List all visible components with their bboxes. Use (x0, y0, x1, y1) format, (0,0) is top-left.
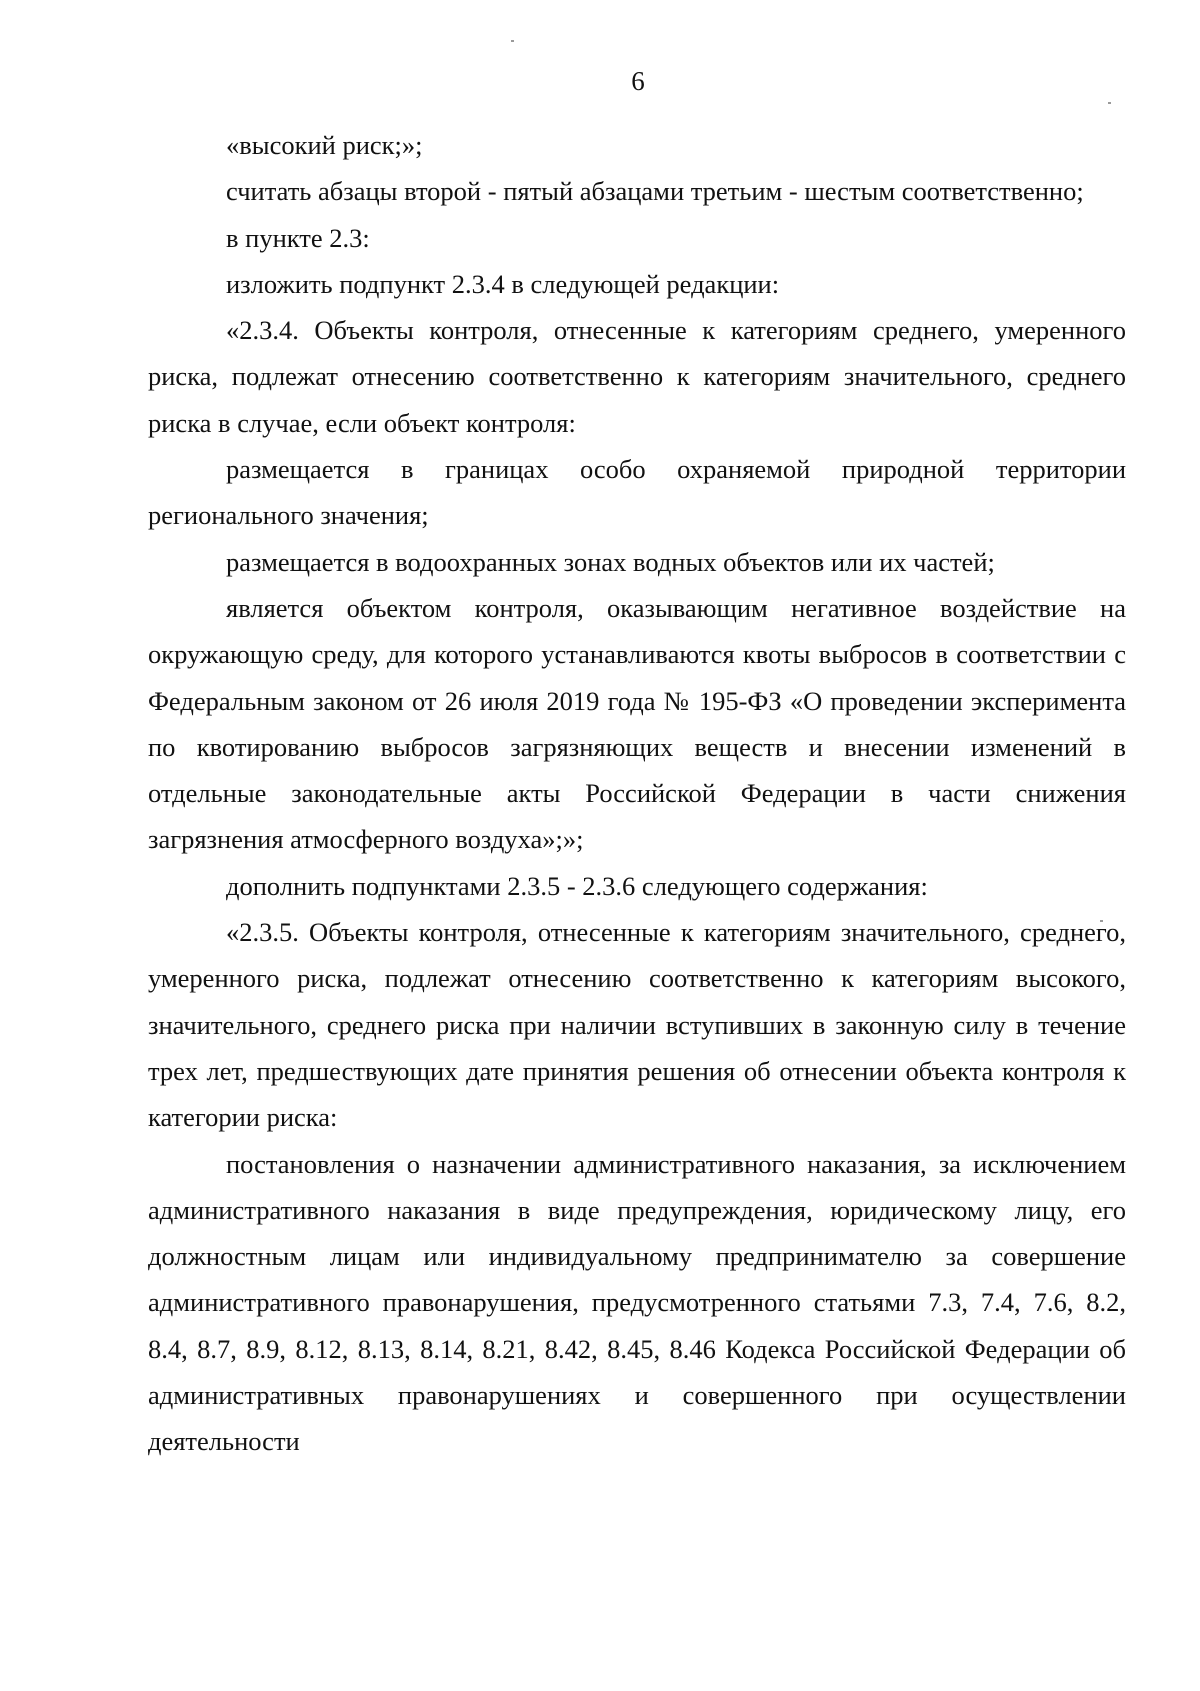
paragraph: «высокий риск;»; (226, 130, 423, 160)
scan-speck (511, 40, 514, 42)
paragraph: изложить подпункт 2.3.4 в следующей редакции: (226, 268, 780, 299)
page-number: 6 (631, 66, 645, 96)
paragraph: является объектом контроля, оказывающим негативное воздействие на окружающую среду, для которого устанавливаются квоты выбросов в соответствии с Федеральным законом от 26 июля 2019 года № 195-ФЗ «О проведении эксперимента по квотированию выбросов загрязняющих веществ и внесении изменений в отдельные законодательные акты Российской Федерации в части снижения загрязнения атмосферного воздуха»;»; (148, 592, 1126, 855)
document-body (148, 122, 1126, 1465)
paragraph: в пункте 2.3: (226, 222, 370, 253)
paragraph: размещается в водоохранных зонах водных объектов или их частей; (226, 546, 995, 577)
paragraph: «2.3.4. Объекты контроля, отнесенные к категориям среднего, умеренного риска, подлежат отнесению соответственно к категориям значительного, среднего риска в случае, если объект контроля: (148, 315, 1126, 438)
paragraph: размещается в границах особо охраняемой природной территории регионального значения; (148, 454, 1126, 531)
scan-speck (1108, 102, 1111, 104)
paragraph: постановления о назначении административного наказания, за исключением административного наказания в виде предупреждения, юридическому лицу, его должностным лицам или индивидуальному предпринимателю за совершение административного правонарушения, предусмотренного статьями 7.3, 7.4, 7.6, 8.2, 8.4, 8.7, 8.9, 8.12, 8.13, 8.14, 8.21, 8.42, 8.45, 8.46 Кодекса Российской Федерации об административных правонарушениях и совершенного при осуществлении деятельности (148, 1148, 1126, 1457)
paragraph: считать абзацы второй - пятый абзацами третьим - шестым соответственно; (226, 176, 1084, 207)
paragraph: «2.3.5. Объекты контроля, отнесенные к категориям значительного, среднего, умеренного риска, подлежат отнесению соответственно к категориям высокого, значительного, среднего риска при наличии вступивших в законную силу в течение трех лет, предшествующих дате принятия решения об отнесении объекта контроля к категории риска: (148, 917, 1126, 1133)
paragraph: дополнить подпунктами 2.3.5 - 2.3.6 следующего содержания: (226, 870, 928, 901)
